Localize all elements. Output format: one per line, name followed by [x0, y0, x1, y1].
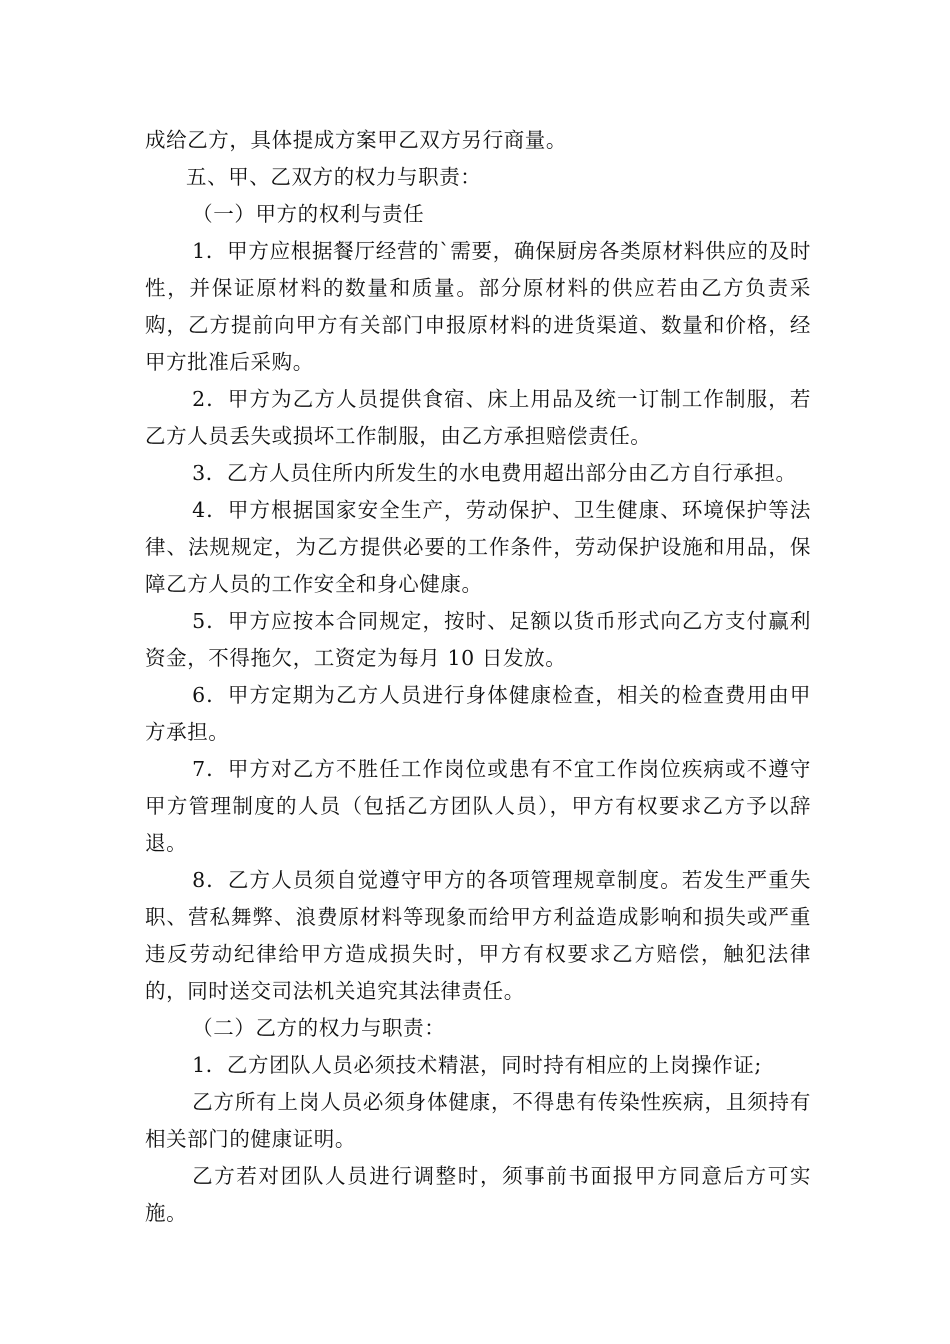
clause-a-2: 2．甲方为乙方人员提供食宿、床上用品及统一订制工作制服，若乙方人员丢失或损坏工作制服，由乙方承担赔偿责任。 — [145, 387, 811, 448]
clause-a-7: 7．甲方对乙方不胜任工作岗位或患有不宜工作岗位疾病或不遵守甲方管理制度的人员（包括乙方团队人员），甲方有权要求乙方予以辞退。 — [145, 757, 811, 855]
document-body — [145, 122, 811, 1232]
section-heading-rights-duties: 五、甲、乙双方的权力与职责： — [186, 165, 482, 189]
subsection-heading-party-b: （二）乙方的权力与职责： — [192, 1016, 446, 1040]
clause-b-1-health: 乙方所有上岗人员必须身体健康，不得患有传染性疾病，且须持有相关部门的健康证明。 — [145, 1090, 811, 1151]
clause-a-4: 4．甲方根据国家安全生产，劳动保护、卫生健康、环境保护等法律、法规规定，为乙方提供必要的工作条件，劳动保护设施和用品，保障乙方人员的工作安全和身心健康。 — [145, 498, 811, 596]
clause-a-1: 1．甲方应根据餐厅经营的`需要，确保厨房各类原材料供应的及时性，并保证原材料的数量和质量。部分原材料的供应若由乙方负责采购，乙方提前向甲方有关部门申报原材料的进货渠道、数量和价格，经甲方批准后采购。 — [145, 239, 811, 374]
clause-a-3: 3．乙方人员住所内所发生的水电费用超出部分由乙方自行承担。 — [192, 461, 797, 485]
clause-a-6: 6．甲方定期为乙方人员进行身体健康检查，相关的检查费用由甲方承担。 — [145, 683, 811, 744]
paragraph-continuation: 成给乙方，具体提成方案甲乙双方另行商量。 — [145, 128, 567, 152]
clause-b-1: 1．乙方团队人员必须技术精湛，同时持有相应的上岗操作证; — [192, 1053, 762, 1077]
subsection-heading-party-a: （一）甲方的权利与责任 — [192, 202, 425, 226]
clause-b-1-adjustment: 乙方若对团队人员进行调整时，须事前书面报甲方同意后方可实施。 — [145, 1164, 811, 1225]
clause-a-5: 5．甲方应按本合同规定，按时、足额以货币形式向乙方支付赢利资金，不得拖欠，工资定为每月 10 日发放。 — [145, 609, 811, 670]
clause-a-8: 8．乙方人员须自觉遵守甲方的各项管理规章制度。若发生严重失职、营私舞弊、浪费原材料等现象而给甲方利益造成影响和损失或严重违反劳动纪律给甲方造成损失时，甲方有权要求乙方赔偿，触犯法律的，同时送交司法机关追究其法律责任。 — [145, 868, 811, 1003]
